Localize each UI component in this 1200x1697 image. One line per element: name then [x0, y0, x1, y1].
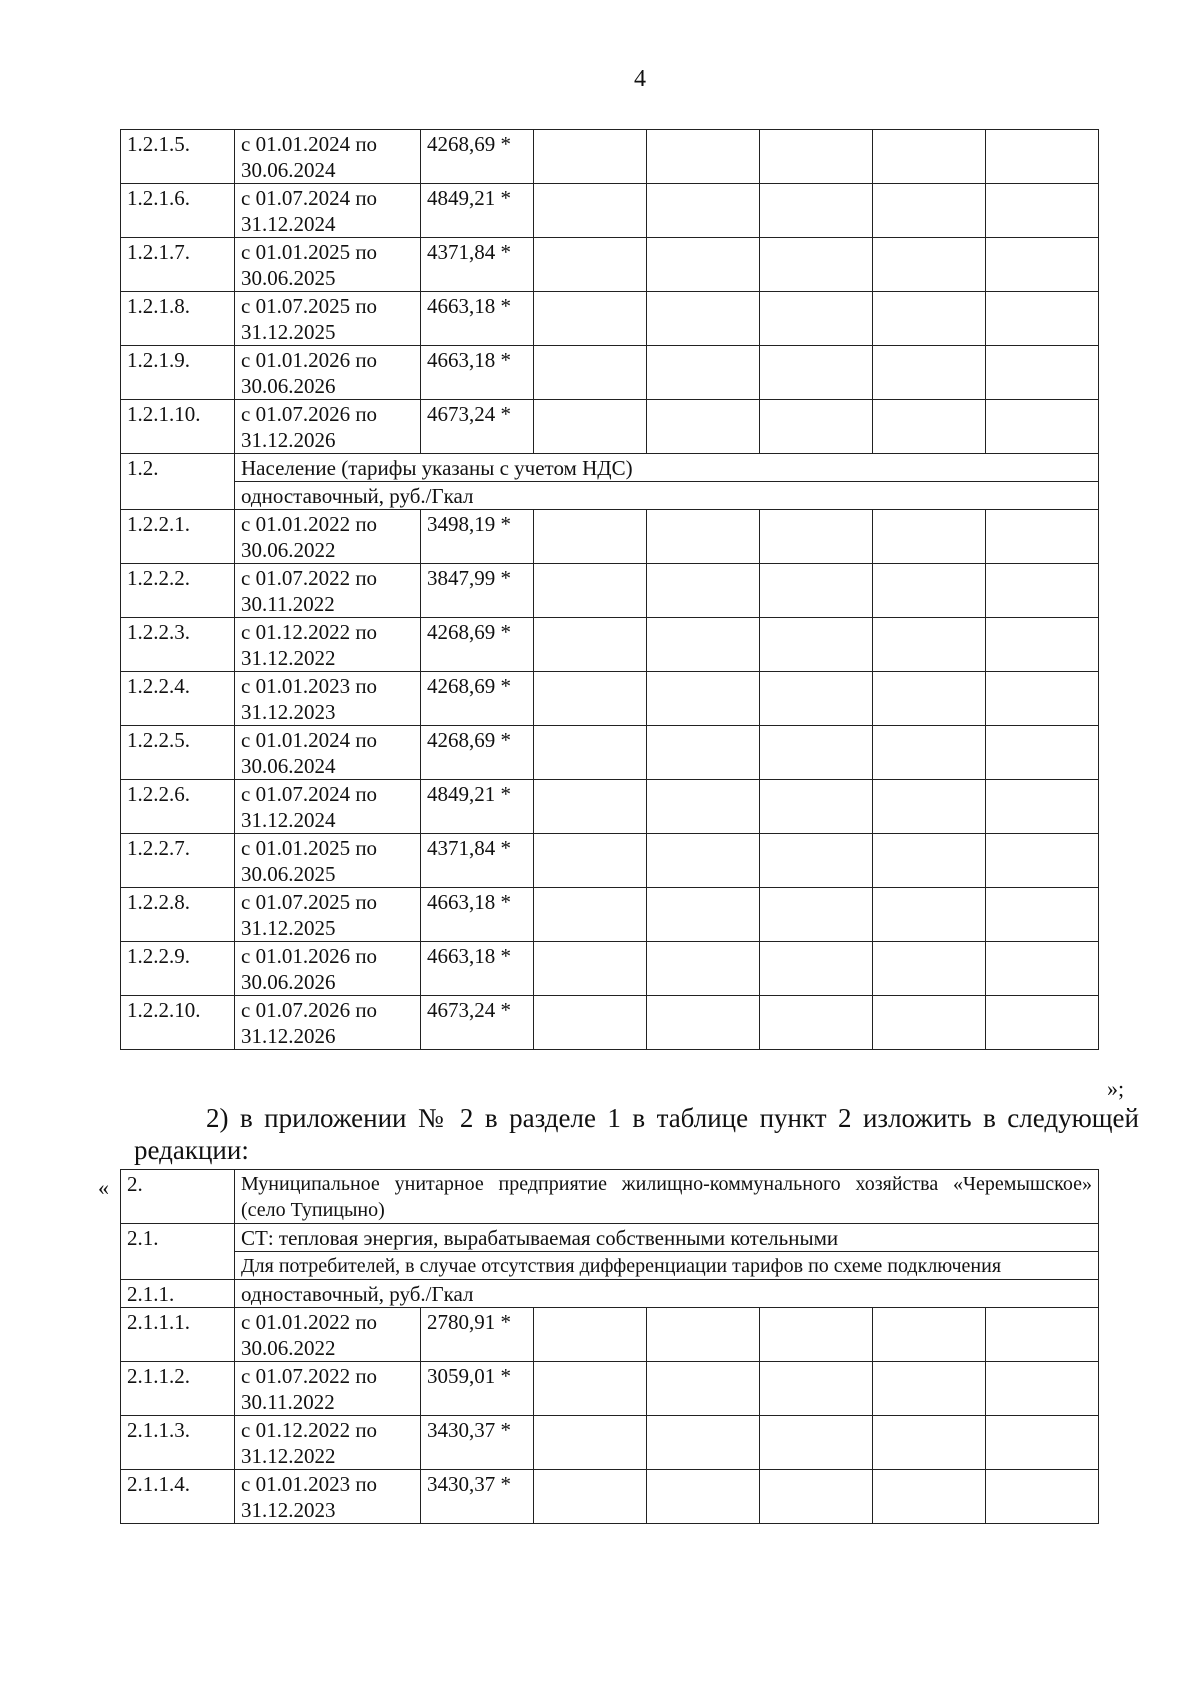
empty-cell — [760, 346, 873, 400]
empty-cell — [647, 1416, 760, 1470]
period-from: с 01.01.2022 по — [241, 512, 378, 536]
period-from: с 01.07.2022 по — [241, 566, 378, 590]
tariff-value: 4673,24 * — [421, 400, 534, 454]
empty-cell — [873, 726, 986, 780]
tariff-value: 3430,37 * — [421, 1416, 534, 1470]
row-number: 1.2.2.7. — [121, 834, 235, 888]
empty-cell — [873, 564, 986, 618]
row-number: 1.2.2.6. — [121, 780, 235, 834]
empty-cell — [534, 1362, 647, 1416]
period-cell — [235, 942, 421, 996]
empty-cell — [760, 996, 873, 1050]
empty-cell — [986, 238, 1099, 292]
empty-cell — [534, 942, 647, 996]
period-cell — [235, 130, 421, 184]
section-text: одноставочный, руб./Гкал — [235, 1280, 1099, 1308]
empty-cell — [760, 292, 873, 346]
period-from: с 01.01.2024 по — [241, 728, 378, 752]
tariff-value: 4371,84 * — [421, 834, 534, 888]
row-number: 1.2.2.1. — [121, 510, 235, 564]
empty-cell — [647, 942, 760, 996]
empty-cell — [873, 184, 986, 238]
empty-cell — [647, 184, 760, 238]
empty-cell — [760, 888, 873, 942]
empty-cell — [986, 672, 1099, 726]
empty-cell — [873, 346, 986, 400]
period-cell — [235, 888, 421, 942]
period-cell — [235, 292, 421, 346]
section-row — [121, 1280, 1099, 1308]
empty-cell — [873, 130, 986, 184]
empty-cell — [534, 564, 647, 618]
period-from: с 01.07.2024 по — [241, 186, 378, 210]
row-number: 1.2.2.9. — [121, 942, 235, 996]
row-number: 2.1.1.1. — [121, 1308, 235, 1362]
empty-cell — [873, 400, 986, 454]
amendment-paragraph: 2) в приложении № 2 в разделе 1 в таблице пункт 2 изложить в следующей редакции: — [134, 1103, 1139, 1165]
period-cell — [235, 996, 421, 1050]
row-number: 2.1.1.4. — [121, 1470, 235, 1524]
period-to: 31.12.2025 — [241, 320, 336, 344]
period-to: 31.12.2022 — [241, 1444, 336, 1468]
table-row — [121, 346, 1099, 400]
period-from: с 01.01.2026 по — [241, 944, 378, 968]
empty-cell — [534, 184, 647, 238]
empty-cell — [760, 1308, 873, 1362]
period-from: с 01.07.2026 по — [241, 402, 378, 426]
section-text: одноставочный, руб./Гкал — [235, 482, 1099, 510]
section-row — [121, 454, 1099, 482]
section-text: Муниципальное унитарное предприятие жилищно-коммунального хозяйства «Черемышское» (село Тупицыно) — [235, 1170, 1099, 1224]
tariff-table-two — [120, 1169, 1099, 1524]
empty-cell — [534, 726, 647, 780]
empty-cell — [873, 942, 986, 996]
empty-cell — [873, 510, 986, 564]
row-number: 2.1.1.2. — [121, 1362, 235, 1416]
row-number: 2. — [121, 1170, 235, 1224]
empty-cell — [873, 672, 986, 726]
empty-cell — [760, 1416, 873, 1470]
page-number: 4 — [634, 66, 646, 92]
tariff-value: 4268,69 * — [421, 672, 534, 726]
empty-cell — [647, 346, 760, 400]
table-row — [121, 1416, 1099, 1470]
empty-cell — [873, 834, 986, 888]
row-number: 1.2.2.10. — [121, 996, 235, 1050]
period-cell — [235, 834, 421, 888]
section-row — [121, 1252, 1099, 1280]
period-from: с 01.01.2026 по — [241, 348, 378, 372]
empty-cell — [534, 1308, 647, 1362]
empty-cell — [647, 888, 760, 942]
empty-cell — [647, 672, 760, 726]
empty-cell — [760, 130, 873, 184]
period-to: 30.06.2026 — [241, 970, 336, 994]
empty-cell — [986, 510, 1099, 564]
empty-cell — [534, 292, 647, 346]
empty-cell — [760, 564, 873, 618]
period-to: 30.06.2025 — [241, 862, 336, 886]
row-number: 1.2.1.10. — [121, 400, 235, 454]
period-to: 31.12.2024 — [241, 212, 336, 236]
empty-cell — [873, 238, 986, 292]
period-from: с 01.01.2023 по — [241, 674, 378, 698]
empty-cell — [647, 834, 760, 888]
empty-cell — [986, 834, 1099, 888]
opening-quote: « — [98, 1175, 109, 1200]
period-to: 31.12.2025 — [241, 916, 336, 940]
section-text: Население (тарифы указаны с учетом НДС) — [235, 454, 1099, 482]
section-row — [121, 1224, 1099, 1252]
empty-cell — [873, 1416, 986, 1470]
empty-cell — [873, 1308, 986, 1362]
empty-cell — [986, 1416, 1099, 1470]
empty-cell — [986, 346, 1099, 400]
empty-cell — [534, 346, 647, 400]
empty-cell — [647, 564, 760, 618]
row-number: 1.2.2.8. — [121, 888, 235, 942]
period-from: с 01.07.2025 по — [241, 294, 378, 318]
period-from: с 01.01.2023 по — [241, 1472, 378, 1496]
row-number: 1.2.1.9. — [121, 346, 235, 400]
empty-cell — [534, 510, 647, 564]
empty-cell — [534, 130, 647, 184]
table-row — [121, 834, 1099, 888]
empty-cell — [986, 1362, 1099, 1416]
empty-cell — [534, 834, 647, 888]
period-from: с 01.12.2022 по — [241, 620, 378, 644]
tariff-value: 3430,37 * — [421, 1470, 534, 1524]
table-row — [121, 400, 1099, 454]
tariff-value: 3498,19 * — [421, 510, 534, 564]
empty-cell — [647, 996, 760, 1050]
empty-cell — [873, 618, 986, 672]
table-row — [121, 1470, 1099, 1524]
period-to: 31.12.2024 — [241, 808, 336, 832]
empty-cell — [873, 888, 986, 942]
row-number: 1.2.2.5. — [121, 726, 235, 780]
empty-cell — [986, 726, 1099, 780]
period-cell — [235, 1308, 421, 1362]
empty-cell — [873, 996, 986, 1050]
empty-cell — [986, 780, 1099, 834]
row-number: 1.2.1.8. — [121, 292, 235, 346]
period-from: с 01.12.2022 по — [241, 1418, 378, 1442]
empty-cell — [647, 400, 760, 454]
period-to: 31.12.2023 — [241, 1498, 336, 1522]
empty-cell — [760, 780, 873, 834]
period-to: 31.12.2026 — [241, 1024, 336, 1048]
period-to: 30.06.2025 — [241, 266, 336, 290]
empty-cell — [986, 618, 1099, 672]
period-cell — [235, 780, 421, 834]
empty-cell — [647, 618, 760, 672]
table-row — [121, 942, 1099, 996]
empty-cell — [534, 780, 647, 834]
period-to: 30.06.2024 — [241, 158, 336, 182]
empty-cell — [647, 1470, 760, 1524]
empty-cell — [760, 672, 873, 726]
period-cell — [235, 238, 421, 292]
tariff-value: 4268,69 * — [421, 130, 534, 184]
empty-cell — [534, 1470, 647, 1524]
table-row — [121, 996, 1099, 1050]
period-cell — [235, 672, 421, 726]
period-to: 31.12.2022 — [241, 646, 336, 670]
period-cell — [235, 564, 421, 618]
empty-cell — [647, 1308, 760, 1362]
row-number: 1.2.2.4. — [121, 672, 235, 726]
empty-cell — [534, 996, 647, 1050]
tariff-value: 3059,01 * — [421, 1362, 534, 1416]
period-from: с 01.01.2024 по — [241, 132, 378, 156]
period-cell — [235, 346, 421, 400]
empty-cell — [647, 780, 760, 834]
period-cell — [235, 184, 421, 238]
empty-cell — [647, 726, 760, 780]
table-row — [121, 238, 1099, 292]
empty-cell — [760, 1470, 873, 1524]
empty-cell — [647, 238, 760, 292]
period-cell — [235, 726, 421, 780]
table-row — [121, 726, 1099, 780]
empty-cell — [534, 400, 647, 454]
period-to: 30.11.2022 — [241, 1390, 335, 1414]
empty-cell — [760, 184, 873, 238]
empty-cell — [986, 184, 1099, 238]
closing-quote: »; — [1107, 1076, 1125, 1101]
empty-cell — [647, 292, 760, 346]
empty-cell — [986, 130, 1099, 184]
empty-cell — [760, 400, 873, 454]
table-row — [121, 292, 1099, 346]
table-row — [121, 618, 1099, 672]
period-from: с 01.01.2025 по — [241, 240, 378, 264]
empty-cell — [760, 942, 873, 996]
tariff-value: 4663,18 * — [421, 292, 534, 346]
empty-cell — [986, 888, 1099, 942]
section-row — [121, 1170, 1099, 1224]
table-row — [121, 1308, 1099, 1362]
tariff-value: 3847,99 * — [421, 564, 534, 618]
empty-cell — [760, 726, 873, 780]
empty-cell — [534, 888, 647, 942]
tariff-value: 4663,18 * — [421, 942, 534, 996]
tariff-value: 4371,84 * — [421, 238, 534, 292]
table-row — [121, 564, 1099, 618]
period-cell — [235, 1470, 421, 1524]
period-to: 30.11.2022 — [241, 592, 335, 616]
empty-cell — [647, 510, 760, 564]
tariff-value: 2780,91 * — [421, 1308, 534, 1362]
period-to: 30.06.2024 — [241, 754, 336, 778]
period-to: 31.12.2026 — [241, 428, 336, 452]
period-from: с 01.07.2022 по — [241, 1364, 378, 1388]
row-number: 1.2.2.3. — [121, 618, 235, 672]
empty-cell — [986, 292, 1099, 346]
empty-cell — [986, 400, 1099, 454]
row-number: 2.1.1.3. — [121, 1416, 235, 1470]
period-from: с 01.01.2025 по — [241, 836, 378, 860]
period-to: 31.12.2023 — [241, 700, 336, 724]
tariff-value: 4673,24 * — [421, 996, 534, 1050]
period-cell — [235, 1416, 421, 1470]
row-number: 1.2.1.6. — [121, 184, 235, 238]
table-row — [121, 672, 1099, 726]
section-text: СТ: тепловая энергия, вырабатываемая собственными котельными — [235, 1224, 1099, 1252]
row-number: 1.2.2.2. — [121, 564, 235, 618]
period-from: с 01.01.2022 по — [241, 1310, 378, 1334]
period-cell — [235, 510, 421, 564]
period-from: с 01.07.2024 по — [241, 782, 378, 806]
row-number: 2.1.1. — [121, 1280, 235, 1308]
row-number: 1.2.1.7. — [121, 238, 235, 292]
tariff-value: 4849,21 * — [421, 184, 534, 238]
empty-cell — [873, 1470, 986, 1524]
table-row — [121, 1362, 1099, 1416]
tariff-value: 4663,18 * — [421, 346, 534, 400]
empty-cell — [760, 618, 873, 672]
empty-cell — [986, 996, 1099, 1050]
row-number: 1.2.1.5. — [121, 130, 235, 184]
empty-cell — [760, 238, 873, 292]
empty-cell — [873, 292, 986, 346]
table-row — [121, 780, 1099, 834]
tariff-value: 4268,69 * — [421, 726, 534, 780]
tariff-value: 4268,69 * — [421, 618, 534, 672]
empty-cell — [534, 1416, 647, 1470]
empty-cell — [647, 130, 760, 184]
tariff-value: 4663,18 * — [421, 888, 534, 942]
period-cell — [235, 618, 421, 672]
empty-cell — [534, 672, 647, 726]
empty-cell — [534, 618, 647, 672]
empty-cell — [534, 238, 647, 292]
table-row — [121, 888, 1099, 942]
empty-cell — [760, 510, 873, 564]
empty-cell — [986, 1308, 1099, 1362]
table-row — [121, 130, 1099, 184]
section-row — [121, 482, 1099, 510]
period-from: с 01.07.2025 по — [241, 890, 378, 914]
empty-cell — [986, 1470, 1099, 1524]
period-cell — [235, 1362, 421, 1416]
section-text: Для потребителей, в случае отсутствия дифференциации тарифов по схеме подключения — [235, 1252, 1099, 1280]
table-row — [121, 184, 1099, 238]
period-to: 30.06.2026 — [241, 374, 336, 398]
empty-cell — [986, 942, 1099, 996]
tariff-table-one — [120, 129, 1099, 1050]
tariff-value: 4849,21 * — [421, 780, 534, 834]
period-from: с 01.07.2026 по — [241, 998, 378, 1022]
row-number: 1.2. — [121, 454, 235, 510]
empty-cell — [873, 780, 986, 834]
period-to: 30.06.2022 — [241, 1336, 336, 1360]
table-row — [121, 510, 1099, 564]
row-number: 2.1. — [121, 1224, 235, 1280]
period-cell — [235, 400, 421, 454]
empty-cell — [647, 1362, 760, 1416]
empty-cell — [873, 1362, 986, 1416]
empty-cell — [986, 564, 1099, 618]
empty-cell — [760, 834, 873, 888]
empty-cell — [760, 1362, 873, 1416]
period-to: 30.06.2022 — [241, 538, 336, 562]
